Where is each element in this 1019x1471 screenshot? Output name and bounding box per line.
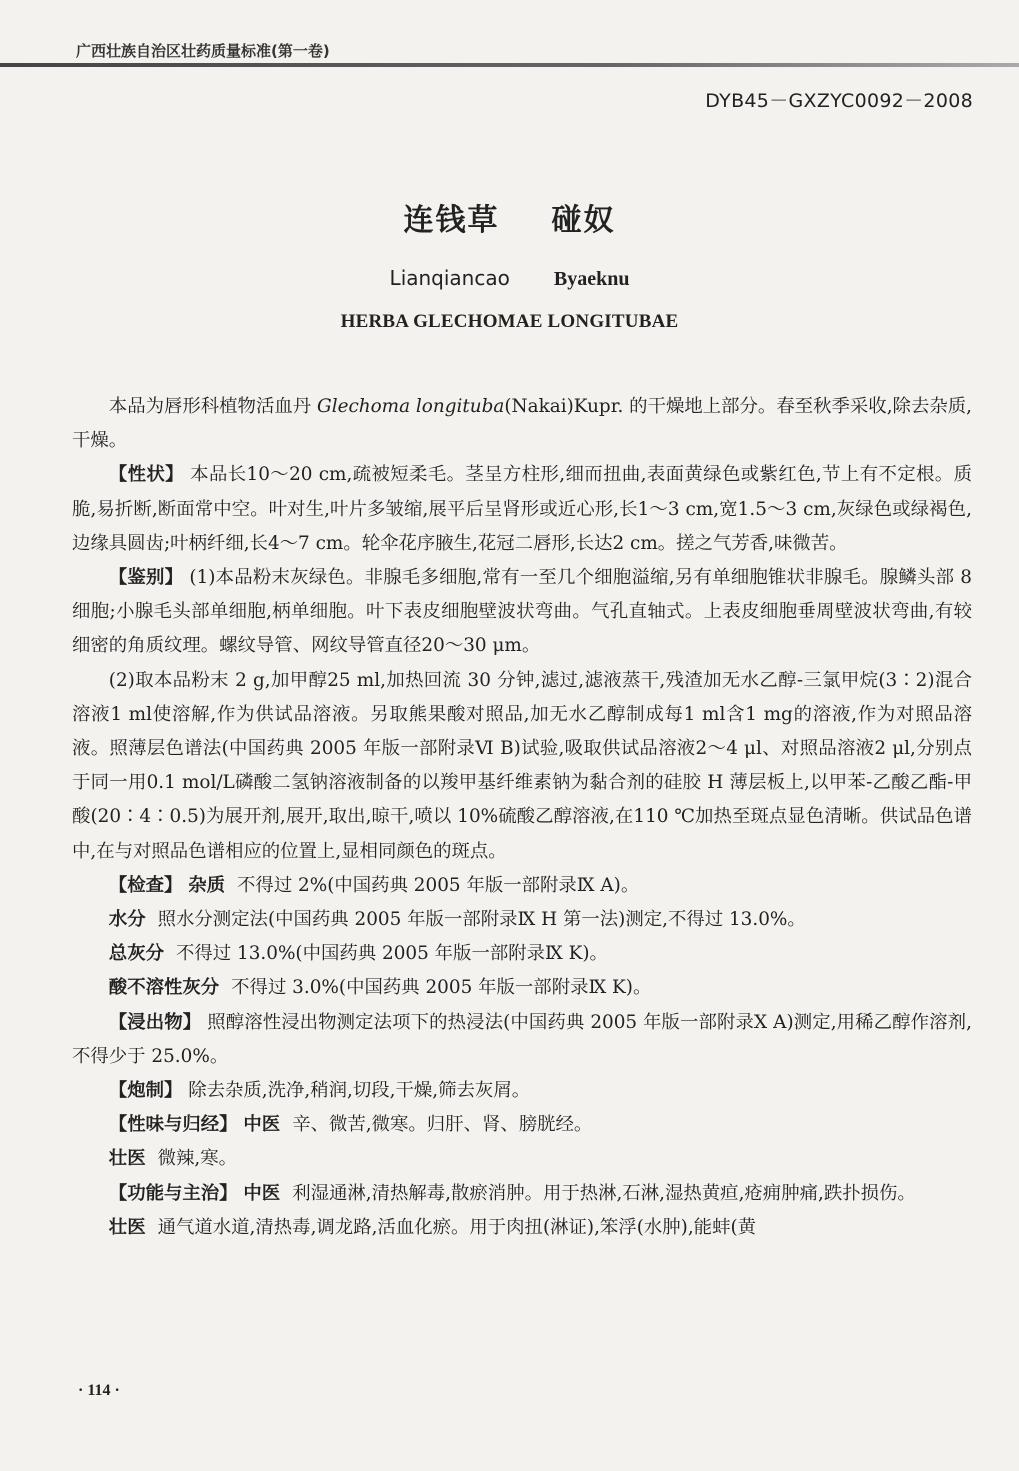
- book-title: 广西壮族自治区壮药质量标准(第一卷): [76, 42, 330, 60]
- intro-text-end: (Nakai)Kupr. 的干燥地上部分。春至秋季采收,除去杂质,干燥。: [72, 396, 972, 452]
- sub-label: 水分: [108, 909, 146, 931]
- intro-text: 本品为唇形科植物活血丹: [108, 396, 312, 417]
- sub-label: 壮医: [108, 1148, 146, 1170]
- monograph-body: [72, 390, 972, 1245]
- section-text: 不得过 3.0%(中国药典 2005 年版一部附录Ⅸ K)。: [231, 977, 652, 999]
- inspection-total-ash: [72, 937, 972, 971]
- section-label: 【性味与归经】: [108, 1114, 238, 1136]
- inspection-moisture: [72, 903, 972, 937]
- section-label: 【检查】: [108, 874, 183, 896]
- section-text: 利湿通淋,清热解毒,散瘀消肿。用于热淋,石淋,湿热黄疸,疮痈肿痛,跌扑损伤。: [292, 1182, 916, 1204]
- section-label: 【鉴别】: [108, 567, 184, 589]
- function-zhuang-medicine: [72, 1211, 972, 1245]
- zhuang-pinyin-name: Byaeknu: [553, 268, 630, 290]
- section-text: 本品长10～20 cm,疏被短柔毛。茎呈方柱形,细而扭曲,表面黄绿色或紫红色,节上有不定根。质脆,易折断,断面常中空。叶对生,叶片多皱缩,展平后呈肾形或近心形,长1～3 cm,宽1.5～3 cm,灰绿色或绿褐色,边缘具圆齿;叶柄纤细,长4～7 cm。轮伞花序腋生,花冠二唇形,长达2 cm。搓之气芳香,味微苦。: [72, 464, 972, 554]
- sub-label: 中医: [243, 1182, 281, 1204]
- sub-label: 中医: [243, 1114, 281, 1136]
- sub-label: 壮医: [108, 1216, 146, 1238]
- section-description: [72, 458, 972, 561]
- sub-label: 总灰分: [108, 943, 164, 965]
- sub-label: 酸不溶性灰分: [108, 977, 220, 999]
- section-label: 【炮制】: [108, 1080, 183, 1102]
- pinyin-name: Lianqiancao: [389, 266, 510, 290]
- title-chinese: [0, 195, 1019, 239]
- section-text: 照水分测定法(中国药典 2005 年版一部附录Ⅸ H 第一法)测定,不得过 13.0%。: [157, 909, 806, 931]
- section-text: (2)取本品粉末 2 g,加甲醇25 ml,加热回流 30 分钟,滤过,滤液蒸干,残渣加无水乙醇-三氯甲烷(3∶2)混合溶液1 ml使溶解,作为供试品溶液。另取熊果酸对照品,加无水乙醇制成每1 ml含1 mg的溶液,作为对照品溶液。照薄层色谱法(中国药典 2005 年版一部附录Ⅵ B)试验,吸取供试品溶液2～4 μl、对照品溶液2 μl,分别点于同一用0.1 mol/L磷酸二氢钠溶液制备的以羧甲基纤维素钠为黏合剂的硅胶 H 薄层板上,以甲苯-乙酸乙酯-甲酸(20∶4∶0.5)为展开剂,展开,取出,晾干,喷以 10%硫酸乙醇溶液,在110 ℃加热至斑点显色清晰。供试品色谱中,在与对照品色谱相应的位置上,显相同颜色的斑点。: [72, 669, 972, 862]
- identification-part-2: [72, 664, 972, 869]
- section-text: 不得过 13.0%(中国药典 2005 年版一部附录Ⅸ K)。: [175, 943, 608, 965]
- section-text: 除去杂质,洗净,稍润,切段,干燥,筛去灰屑。: [188, 1080, 531, 1102]
- header-rule: [0, 63, 1019, 67]
- section-text: 通气道水道,清热毒,调龙路,活血化瘀。用于肉扭(淋证),笨浮(水肿),能蚌(黄: [157, 1216, 757, 1238]
- section-text: (1)本品粉末灰绿色。非腺毛多细胞,常有一至几个细胞溢缩,另有单细胞锥状非腺毛。腺鳞头部 8 细胞;小腺毛头部单细胞,柄单细胞。叶下表皮细胞壁波状弯曲。气孔直轴式。上表皮细胞垂周壁波状弯曲,有较细密的角质纹理。螺纹导管、网纹导管直径20～30 μm。: [72, 567, 972, 657]
- zhuang-name: 碰奴: [551, 203, 616, 238]
- section-text: 微辣,寒。: [157, 1148, 238, 1170]
- section-processing: [72, 1074, 972, 1108]
- latin-name: HERBA GLECHOMAE LONGITUBAE: [340, 311, 679, 332]
- inspection-acid-insoluble-ash: [72, 971, 972, 1005]
- sub-label: 杂质: [188, 874, 226, 896]
- cn-name: 连钱草: [403, 203, 500, 238]
- section-text: 照醇溶性浸出物测定法项下的热浸法(中国药典 2005 年版一部附录Ⅹ A)测定,用稀乙醇作溶剂,不得少于 25.0%。: [72, 1011, 972, 1067]
- section-function-indications: [72, 1177, 972, 1211]
- section-extractives: [72, 1006, 972, 1074]
- title-block: [0, 195, 1019, 333]
- standard-code: DYB45－GXZYC0092－2008: [705, 90, 973, 112]
- page-number: · 114 ·: [78, 1382, 120, 1399]
- section-text: 辛、微苦,微寒。归肝、肾、膀胱经。: [292, 1114, 593, 1136]
- page-header: [0, 36, 1019, 70]
- section-inspection: [72, 869, 972, 903]
- section-label: 【功能与主治】: [108, 1182, 238, 1204]
- nature-zhuang-medicine: [72, 1142, 972, 1176]
- section-label: 【性状】: [108, 464, 184, 486]
- species-name: Glechoma longituba: [317, 396, 505, 417]
- section-nature-meridian: [72, 1108, 972, 1142]
- title-pinyin: [0, 266, 1019, 291]
- section-identification: [72, 561, 972, 664]
- section-text: 不得过 2%(中国药典 2005 年版一部附录Ⅸ A)。: [237, 874, 640, 896]
- intro-paragraph: [72, 390, 972, 458]
- section-label: 【浸出物】: [108, 1011, 202, 1033]
